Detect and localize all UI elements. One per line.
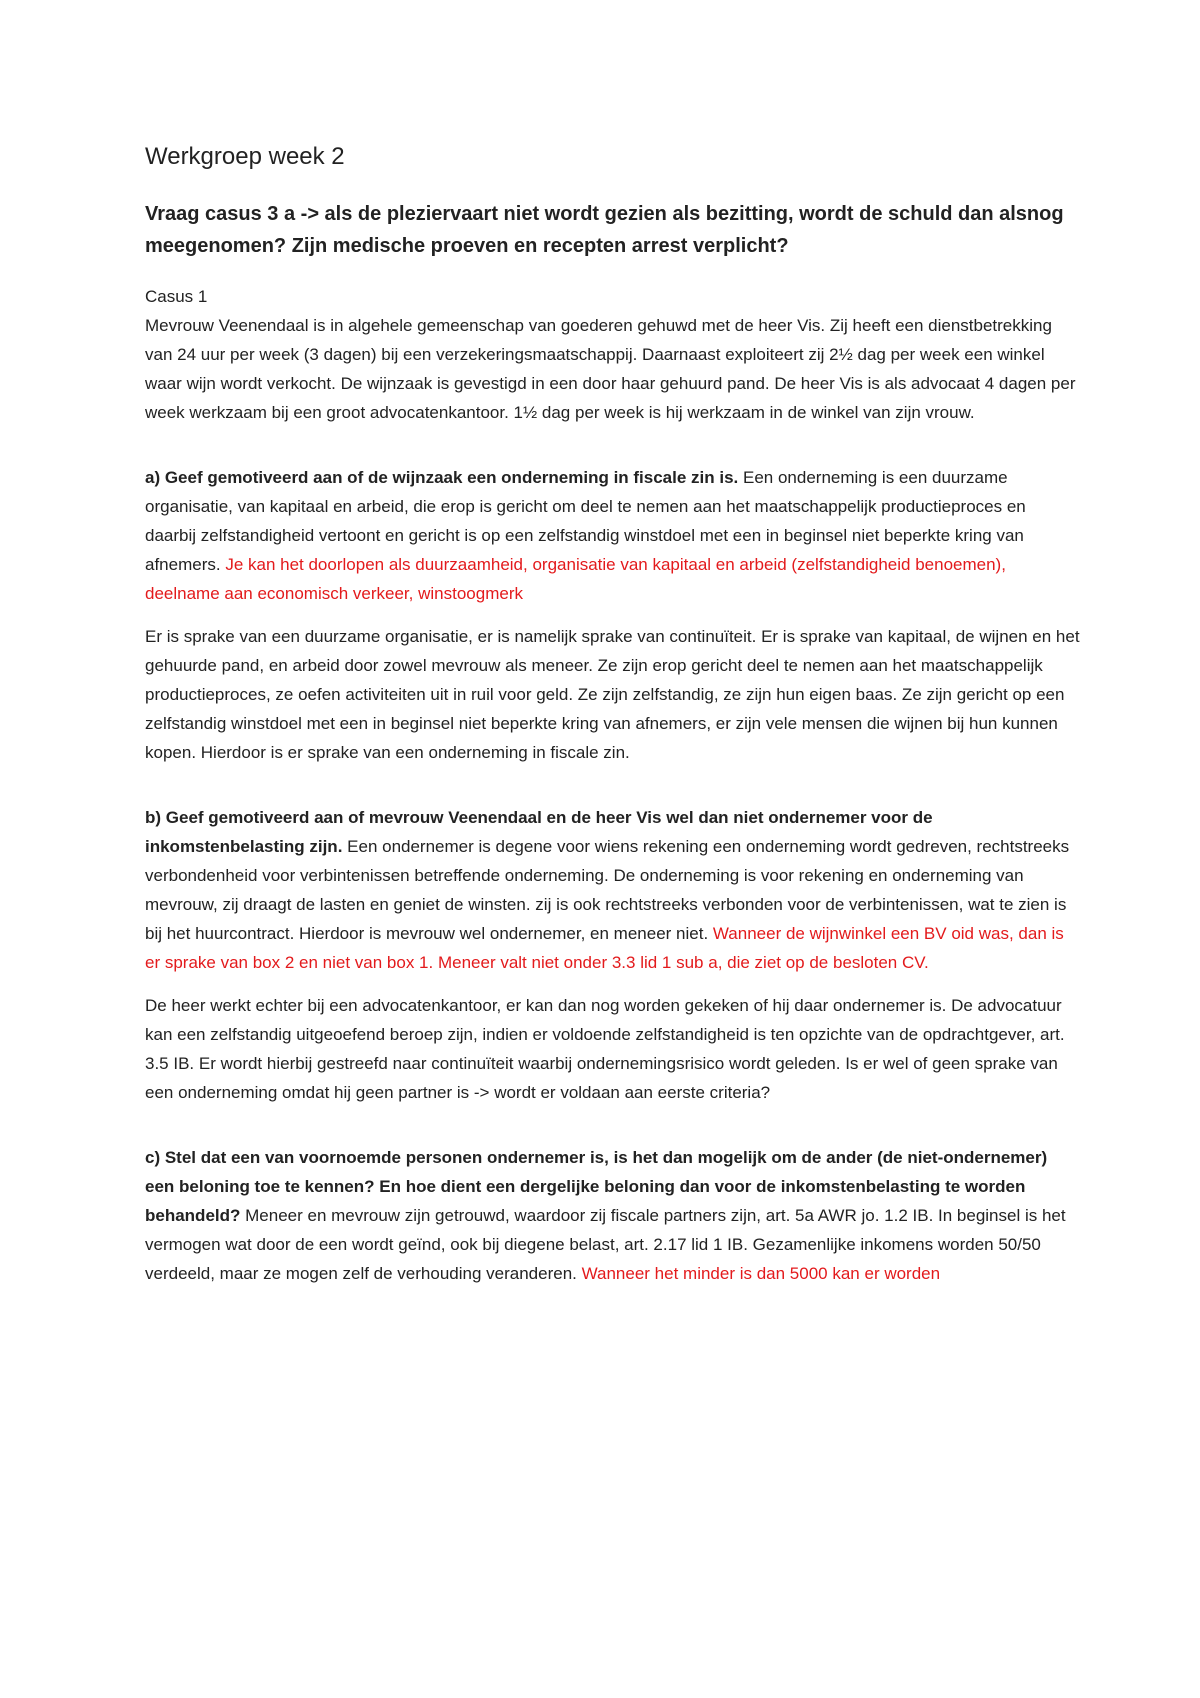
section-c-answer: Meneer en mevrouw zijn getrouwd, waardoor zij fiscale partners zijn, art. 5a AWR jo. 1.2 IB. In beginsel is het vermogen wat door de een wordt geïnd, ook bij diegene belast, art. 2.17 lid 1 IB. Gezamenlijke inkomens worden 50/50 verdeeld, maar ze mogen zelf de verhouding veranderen. (145, 1206, 1066, 1283)
section-a-note: Je kan het doorlopen als duurzaamheid, organisatie van kapitaal en arbeid (zelfstandigheid benoemen), deelname aan economisch verkeer, winstoogmerk (145, 555, 1006, 603)
casus-text: Mevrouw Veenendaal is in algehele gemeenschap van goederen gehuwd met de heer Vis. Zij heeft een dienstbetrekking van 24 uur per week (3 dagen) bij een verzekeringsmaatschappij. Daarnaast exploiteert zij 2½ dag per week een winkel waar wijn wordt verkocht. De wijnzaak is gevestigd in een door haar gehuurd pand. De heer Vis is als advocaat 4 dagen per week werkzaam bij een groot advocatenkantoor. 1½ dag per week is hij werkzaam in de winkel van zijn vrouw. (145, 316, 1076, 422)
casus-paragraph (145, 282, 1080, 427)
page-title: Werkgroep week 2 (145, 143, 345, 170)
section-a-paragraph (145, 463, 1080, 608)
section-c-question: c) Stel dat een van voornoemde personen ondernemer is, is het dan mogelijk om de ander (de niet-ondernemer) een beloning toe te kennen? En hoe dient een dergelijke beloning dan voor de inkomstenbelasting te worden behandeld? (145, 1148, 1048, 1225)
section-c-note: Wanneer het minder is dan 5000 kan er worden (581, 1264, 941, 1283)
section-a-answer: Een onderneming is een duurzame organisatie, van kapitaal en arbeid, die erop is gericht om deel te nemen aan het maatschappelijk productieproces en daarbij zelfstandigheid vertoont en gericht is op een zelfstandig winstdoel met een in beginsel niet beperkte kring van afnemers. (145, 468, 1026, 574)
section-c-paragraph (145, 1143, 1080, 1288)
section-b-answer-2: De heer werkt echter bij een advocatenkantoor, er kan dan nog worden gekeken of hij daar ondernemer is. De advocatuur kan een zelfstandig uitgeoefend beroep zijn, indien er voldoende zelfstandigheid is ten opzichte van de opdrachtgever, art. 3.5 IB. Er wordt hierbij gestreefd naar continuïteit waarbij ondernemingsrisico wordt geleden. Is er wel of geen sprake van een onderneming omdat hij geen partner is -> wordt er voldaan aan eerste criteria? (145, 996, 1065, 1102)
section-b-question: b) Geef gemotiveerd aan of mevrouw Veenendaal en de heer Vis wel dan niet ondernemer voor de inkomstenbelasting zijn. (145, 808, 933, 856)
section-a-answer-2: Er is sprake van een duurzame organisatie, er is namelijk sprake van continuïteit. Er is sprake van kapitaal, de wijnen en het gehuurde pand, en arbeid door zowel mevrouw als meneer. Ze zijn erop gericht deel te nemen aan het maatschappelijk productieproces, ze oefen activiteiten uit in ruil voor geld. Ze zijn zelfstandig, ze zijn hun eigen baas. Ze zijn gericht op een zelfstandig winstdoel met een in beginsel niet beperkte kring van afnemers, er zijn vele mensen die wijnen bij hun kunnen kopen. Hierdoor is er sprake van een onderneming in fiscale zin. (145, 627, 1080, 762)
section-a-question: a) Geef gemotiveerd aan of de wijnzaak een onderneming in fiscale zin is. (145, 468, 739, 487)
casus-heading: Casus 1 (145, 287, 208, 306)
question-heading: Vraag casus 3 a -> als de pleziervaart niet wordt gezien als bezitting, wordt de schuld dan alsnog meegenomen? Zijn medische proeven en recepten arrest verplicht? (145, 203, 1064, 257)
section-b-answer: Een ondernemer is degene voor wiens rekening een onderneming wordt gedreven, rechtstreeks verbondenheid voor verbintenissen betreffende onderneming. De onderneming is voor rekening en onderneming van mevrouw, zij draagt de lasten en geniet de winsten. zij is ook rechtstreeks verbonden voor de verbintenissen, wat te zien is bij het huurcontract. Hierdoor is mevrouw wel ondernemer, en meneer niet. (145, 837, 1070, 943)
section-b-paragraph (145, 803, 1080, 977)
section-b-note: Wanneer de wijnwinkel een BV oid was, dan is er sprake van box 2 en niet van box 1. Meneer valt niet onder 3.3 lid 1 sub a, die ziet op de besloten CV. (145, 924, 1064, 972)
